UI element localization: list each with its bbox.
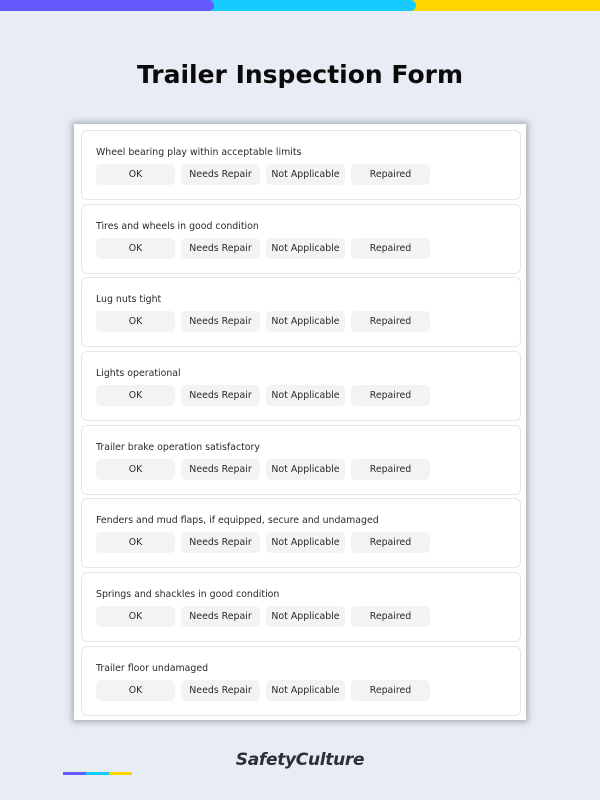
response-button-repaired[interactable]: Repaired	[351, 164, 430, 185]
response-button-ok[interactable]: OK	[96, 532, 175, 553]
inspection-item-card	[81, 646, 521, 716]
response-button-needs-repair[interactable]: Needs Repair	[181, 459, 260, 480]
inspection-item-label: Tires and wheels in good condition	[96, 220, 259, 232]
inspection-item-card	[81, 277, 521, 347]
response-button-ok[interactable]: OK	[96, 606, 175, 627]
response-button-ok[interactable]: OK	[96, 385, 175, 406]
response-button-not-applicable[interactable]: Not Applicable	[266, 606, 345, 627]
inspection-item-label: Lights operational	[96, 368, 181, 380]
inspection-item-label: Wheel bearing play within acceptable limits	[96, 147, 302, 158]
inspection-form-panel	[74, 124, 526, 720]
brand-color-bar	[0, 0, 600, 11]
response-button-repaired[interactable]: Repaired	[351, 238, 430, 259]
response-button-needs-repair[interactable]: Needs Repair	[181, 680, 260, 701]
response-button-ok[interactable]: OK	[96, 164, 175, 185]
response-options	[96, 532, 520, 553]
response-button-repaired[interactable]: Repaired	[351, 459, 430, 480]
inspection-item-card	[81, 572, 521, 642]
inspection-item-card	[81, 425, 521, 495]
brand-bar-purple	[0, 0, 214, 11]
response-options	[96, 385, 520, 406]
response-options	[96, 238, 520, 259]
response-button-needs-repair[interactable]: Needs Repair	[181, 238, 260, 259]
response-button-needs-repair[interactable]: Needs Repair	[181, 385, 260, 406]
inspection-item-card	[81, 130, 521, 200]
response-button-not-applicable[interactable]: Not Applicable	[266, 680, 345, 701]
response-button-ok[interactable]: OK	[96, 311, 175, 332]
response-button-not-applicable[interactable]: Not Applicable	[266, 164, 345, 185]
inspection-item-card	[81, 498, 521, 568]
response-button-not-applicable[interactable]: Not Applicable	[266, 311, 345, 332]
inspection-item-card	[81, 204, 521, 274]
response-button-needs-repair[interactable]: Needs Repair	[181, 532, 260, 553]
inspection-item-label: Fenders and mud flaps, if equipped, secure and undamaged	[96, 515, 379, 527]
response-options	[96, 680, 520, 701]
response-button-repaired[interactable]: Repaired	[351, 532, 430, 553]
inspection-item-label: Springs and shackles in good condition	[96, 589, 280, 601]
response-button-repaired[interactable]: Repaired	[351, 311, 430, 332]
inspection-item-label: Lug nuts tight	[96, 294, 162, 306]
response-button-needs-repair[interactable]: Needs Repair	[181, 311, 260, 332]
response-options	[96, 459, 520, 480]
response-button-ok[interactable]: OK	[96, 238, 175, 259]
response-button-needs-repair[interactable]: Needs Repair	[181, 164, 260, 185]
response-button-not-applicable[interactable]: Not Applicable	[266, 238, 345, 259]
safetyculture-logo	[0, 750, 600, 770]
logo-underline-icon	[63, 772, 132, 775]
response-button-repaired[interactable]: Repaired	[351, 680, 430, 701]
inspection-item-card	[81, 351, 521, 421]
response-button-not-applicable[interactable]: Not Applicable	[266, 459, 345, 480]
response-button-not-applicable[interactable]: Not Applicable	[266, 532, 345, 553]
response-button-ok[interactable]: OK	[96, 680, 175, 701]
inspection-item-label: Trailer brake operation satisfactory	[96, 441, 260, 453]
response-button-repaired[interactable]: Repaired	[351, 606, 430, 627]
response-button-needs-repair[interactable]: Needs Repair	[181, 606, 260, 627]
response-button-ok[interactable]: OK	[96, 459, 175, 480]
logo-wordmark: SafetyCulture	[235, 750, 365, 770]
inspection-item-label: Trailer floor undamaged	[96, 662, 209, 674]
response-options	[96, 164, 520, 185]
response-options	[96, 311, 520, 332]
page-title: Trailer Inspection Form	[136, 60, 464, 89]
response-button-not-applicable[interactable]: Not Applicable	[266, 385, 345, 406]
response-button-repaired[interactable]: Repaired	[351, 385, 430, 406]
response-options	[96, 606, 520, 627]
